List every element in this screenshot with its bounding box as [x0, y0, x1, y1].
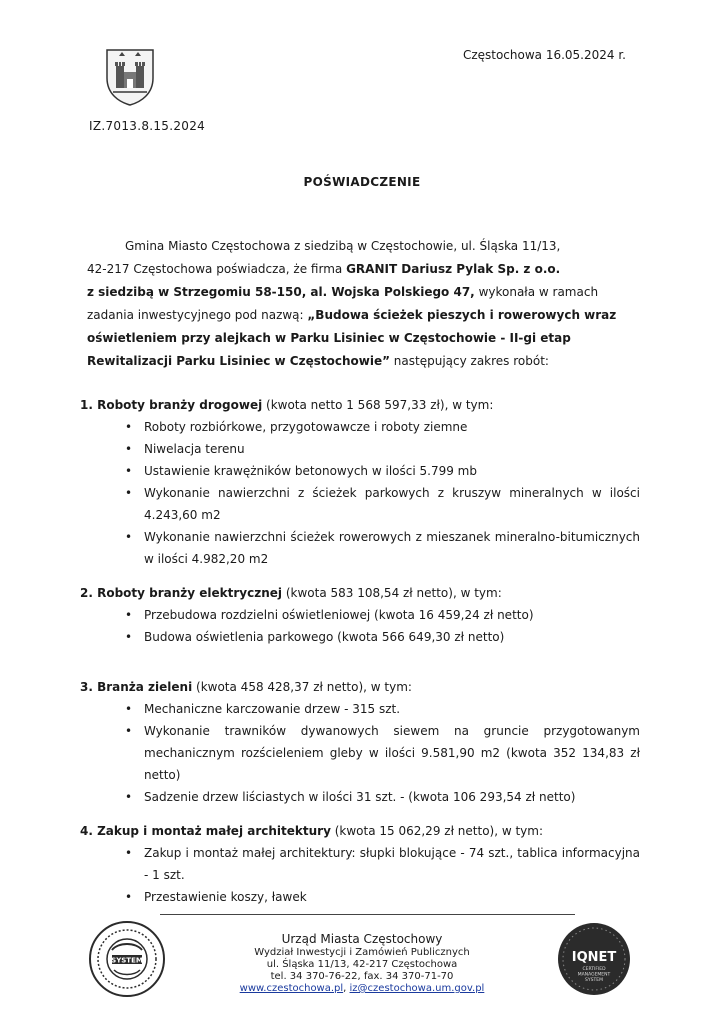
website-link[interactable]: www.czestochowa.pl — [239, 983, 344, 994]
intro-paragraph — [87, 235, 632, 373]
section-title: 4. Zakup i montaż małej architektury — [80, 824, 331, 838]
intro-line-5 — [87, 327, 632, 350]
system-certification-seal-icon — [88, 920, 166, 998]
section-greenery — [80, 676, 640, 808]
section-amount: (kwota 15 062,29 zł netto), w tym: — [330, 824, 544, 838]
section-amount: (kwota 583 108,54 zł netto), w tym: — [282, 586, 502, 600]
intro-line-3 — [87, 281, 632, 304]
section-list — [120, 842, 640, 908]
project-name: „Budowa ścieżek pieszych i rowerowych wraz — [307, 308, 617, 322]
footer-phone: tel. 34 370-76-22, fax. 34 370-71-70 — [270, 971, 454, 982]
list-item: • Zakup i montaż małej architektury: słupki blokujące - 74 szt., tablica informacyjna - 1 szt. — [120, 842, 640, 886]
intro-line-4 — [87, 304, 632, 327]
company-name: GRANIT Dariusz Pylak Sp. z o.o. — [346, 262, 561, 276]
iqnet-sub2: MANAGEMENT — [577, 972, 611, 978]
iqnet-certification-seal-icon — [557, 922, 631, 996]
section-electrical-works — [80, 582, 640, 648]
intro-text: zadania inwestycyjnego pod nazwą: — [87, 308, 308, 322]
project-name: oświetleniem przy alejkach w Parku Lisiniec w Częstochowie - II-gi etap — [87, 331, 571, 345]
list-item: • Wykonanie nawierzchni z ścieżek parkowych z kruszyw mineralnych w ilości 4.243,60 m2 — [120, 482, 640, 526]
footer-separator: , — [343, 983, 350, 994]
document-title: POŚWIADCZENIE — [303, 175, 421, 189]
intro-line-6 — [87, 350, 632, 373]
list-item: • Przebudowa rozdzielni oświetleniowej (kwota 16 459,24 zł netto) — [120, 604, 640, 626]
iqnet-label: IQNET — [571, 950, 617, 965]
section-heading — [80, 820, 640, 842]
section-list — [120, 604, 640, 648]
list-item: • Mechaniczne karczowanie drzew - 315 szt. — [120, 698, 640, 720]
section-heading — [80, 582, 640, 604]
reference-number: IZ.7013.8.15.2024 — [89, 119, 206, 133]
iqnet-sub3: SYSTEM — [585, 978, 603, 983]
section-list — [120, 698, 640, 808]
project-name: Rewitalizacji Parku Lisiniec w Częstochowie” — [87, 354, 390, 368]
intro-line-1: Gmina Miasto Częstochowa z siedzibą w Częstochowie, ul. Śląska 11/13, — [125, 239, 561, 253]
list-item: • Ustawienie krawężników betonowych w ilości 5.799 mb — [120, 460, 640, 482]
intro-text: 42-217 Częstochowa poświadcza, że firma — [87, 262, 347, 276]
section-title: 1. Roboty branży drogowej — [80, 398, 263, 412]
list-item: • Budowa oświetlenia parkowego (kwota 566 649,30 zł netto) — [120, 626, 640, 648]
iqnet-sub1: CERTIFIED — [582, 967, 606, 972]
footer-department: Wydział Inwestycji i Zamówień Publicznych — [254, 947, 470, 958]
section-heading — [80, 394, 640, 416]
footer-links — [200, 983, 524, 995]
list-item: • Sadzenie drzew liściastych w ilości 31 szt. - (kwota 106 293,54 zł netto) — [120, 786, 640, 808]
list-item: • Niwelacja terenu — [120, 438, 640, 460]
section-amount: (kwota 458 428,37 zł netto), w tym: — [192, 680, 412, 694]
section-road-works — [80, 394, 640, 570]
list-item: • Wykonanie nawierzchni ścieżek rowerowych z mieszanek mineralno-bitumicznych w ilości 4.982,20 m2 — [120, 526, 640, 570]
section-title: 2. Roboty branży elektrycznej — [80, 586, 283, 600]
footer-address: ul. Śląska 11/13, 42-217 Częstochowa — [266, 959, 458, 970]
company-address: z siedzibą w Strzegomiu 58-150, al. Wojska Polskiego 47, — [87, 285, 475, 299]
seal-system-word: SYSTEM — [111, 956, 143, 965]
section-heading — [80, 676, 640, 698]
footer-address-block — [200, 932, 524, 995]
document-date: Częstochowa 16.05.2024 r. — [462, 48, 626, 62]
list-item: • Wykonanie trawników dywanowych siewem na gruncie przygotowanym mechanicznym rozścieleniem gleby w ilości 9.581,90 m2 (kwota 352 134,83 zł netto) — [120, 720, 640, 786]
section-list — [120, 416, 640, 570]
footer-organization: Urząd Miasta Częstochowy — [281, 932, 443, 946]
intro-text: wykonała w ramach — [474, 285, 599, 299]
footer-divider — [160, 914, 575, 915]
intro-line-2 — [87, 258, 632, 281]
intro-text: następujący zakres robót: — [389, 354, 549, 368]
email-link[interactable]: iz@czestochowa.um.gov.pl — [349, 983, 485, 994]
section-amount: (kwota netto 1 568 597,33 zł), w tym: — [262, 398, 494, 412]
city-coat-of-arms-icon — [103, 44, 157, 106]
list-item: • Roboty rozbiórkowe, przygotowawcze i roboty ziemne — [120, 416, 640, 438]
section-title: 3. Branża zieleni — [80, 680, 193, 694]
list-item: • Przestawienie koszy, ławek — [120, 886, 640, 908]
section-small-architecture — [80, 820, 640, 908]
